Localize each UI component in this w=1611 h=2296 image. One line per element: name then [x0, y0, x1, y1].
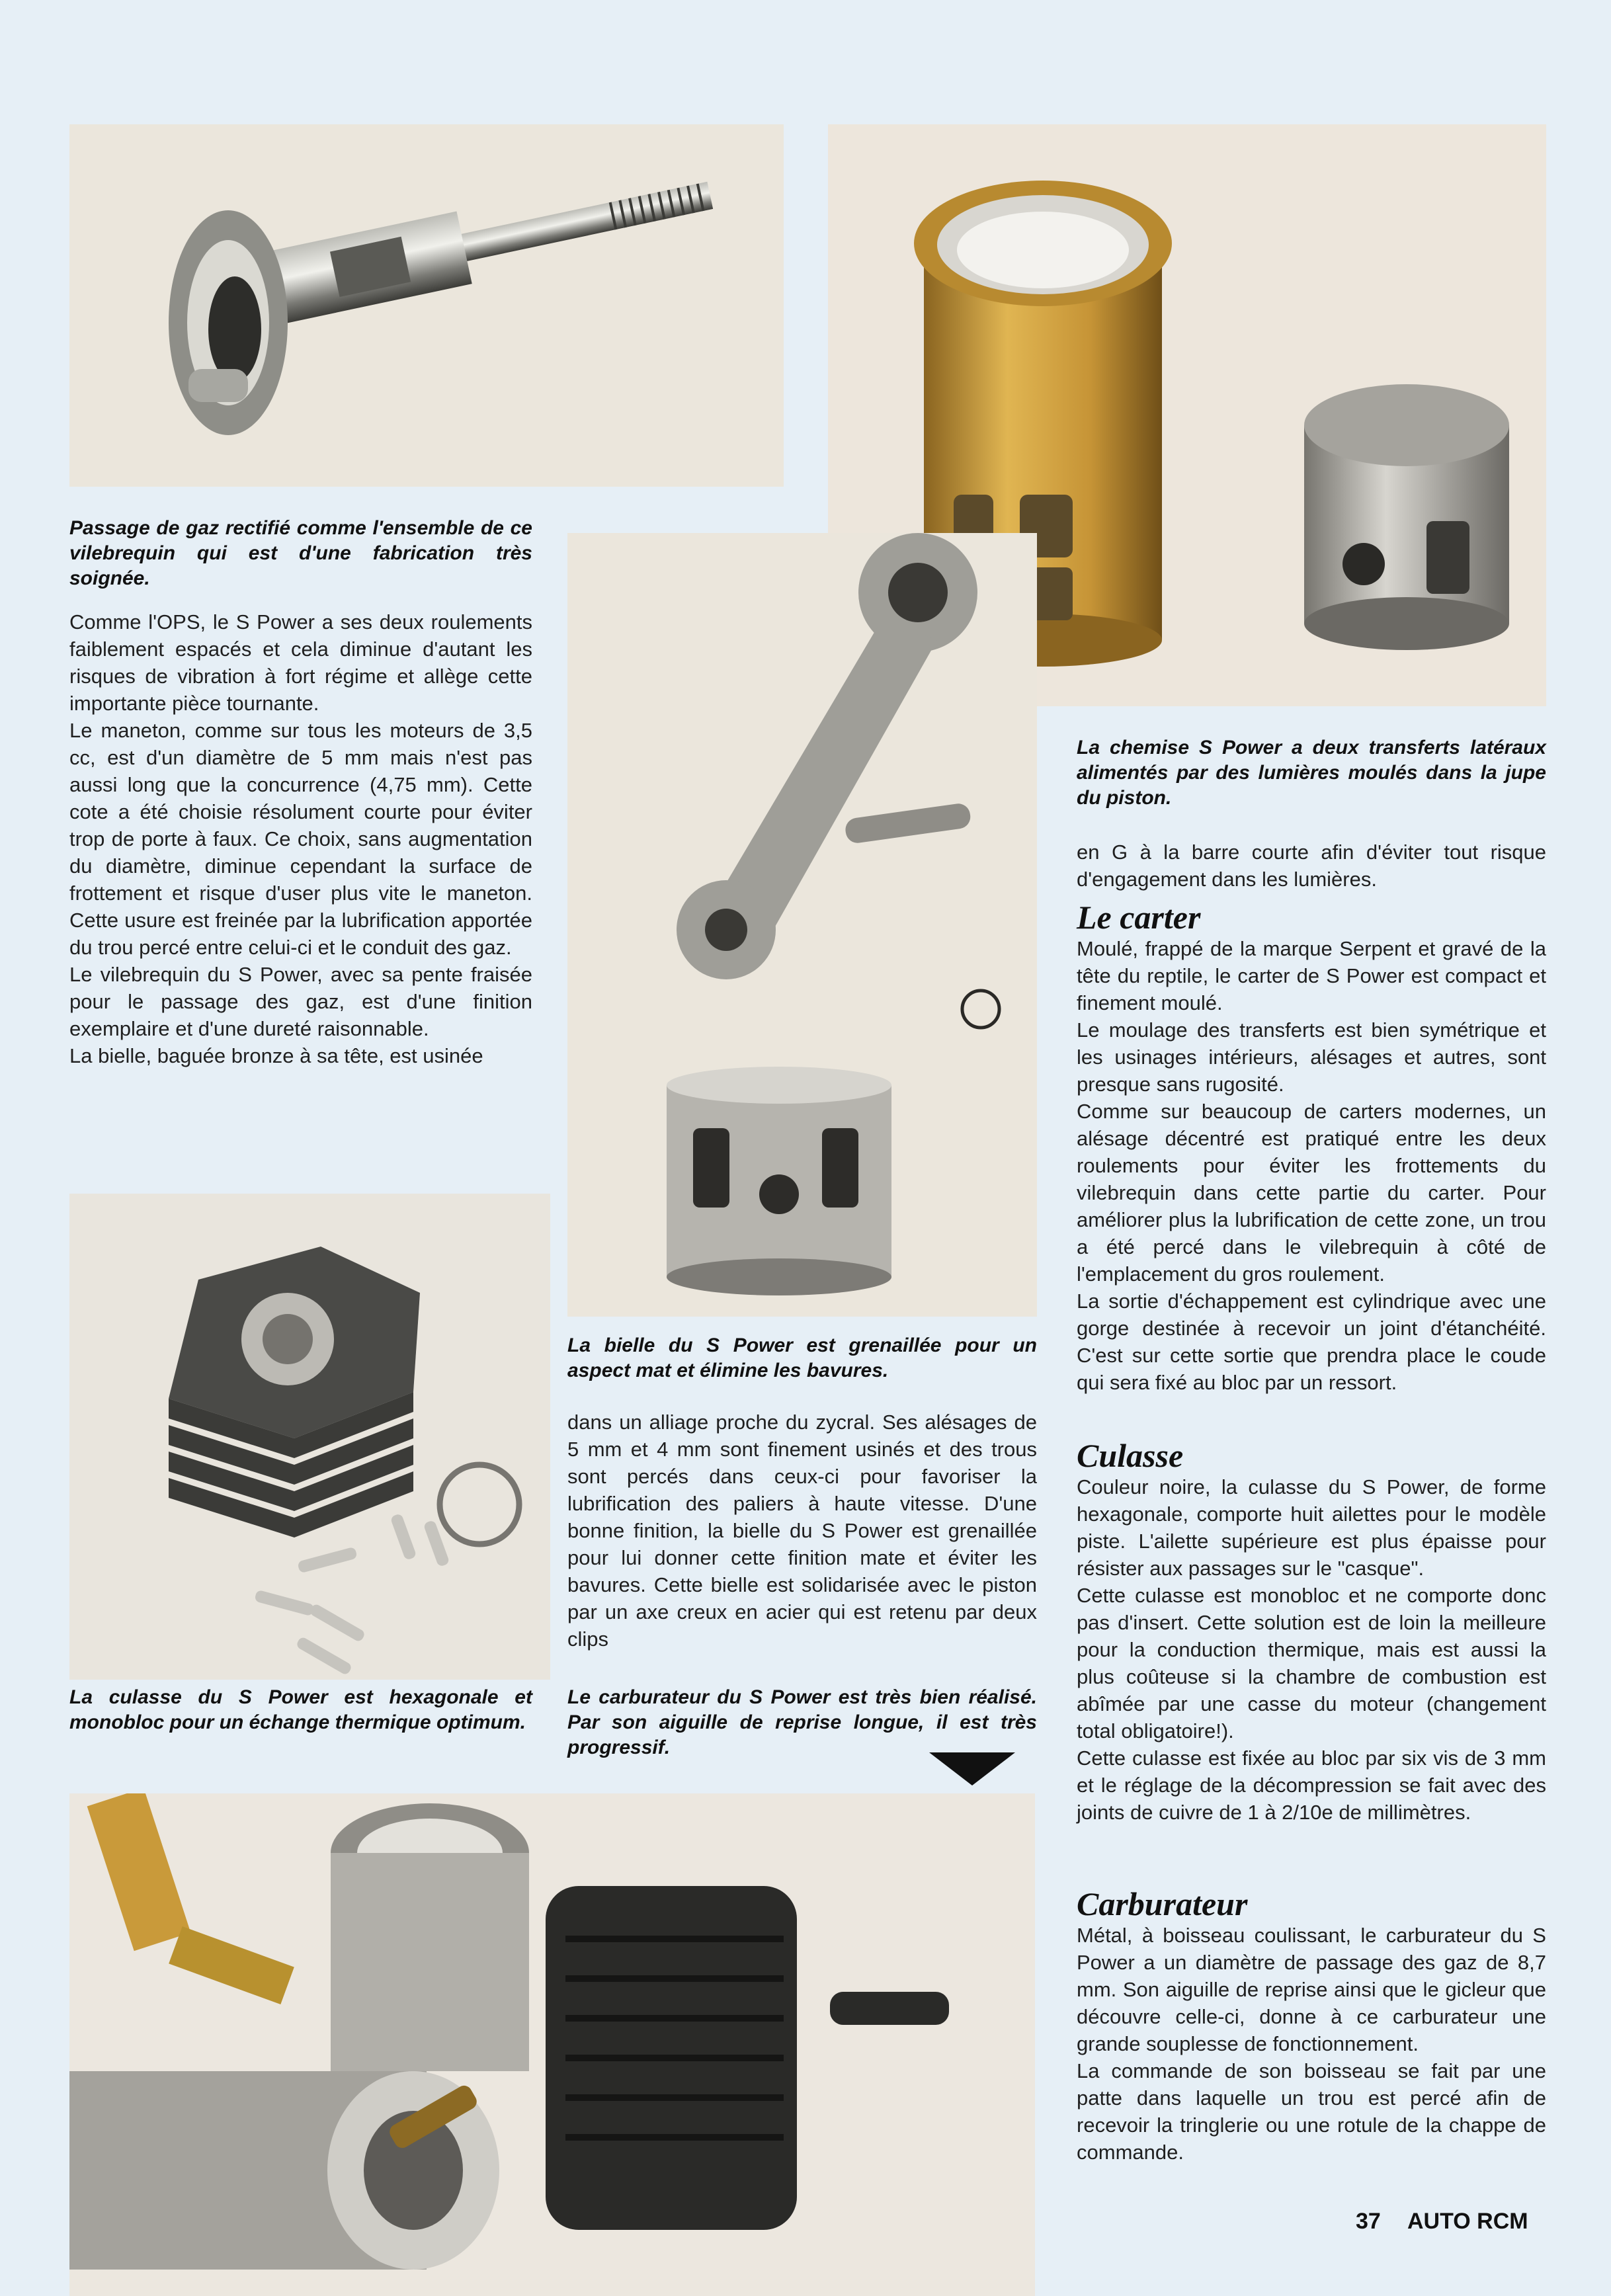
paragraph: Cette culasse est monobloc et ne comporte donc pas d'insert. Cette solution est de loin la meilleure pour la conduction thermique, mais est aussi la plus coûteuse si la chambre de combustion est abîmée par une casse du moteur (changement total obligatoire!).: [1077, 1584, 1546, 1742]
carburettor-photo: [69, 1793, 1035, 2296]
cylinder-head-caption: La culasse du S Power est hexagonale et monobloc pour un échange thermique optimum.: [69, 1686, 532, 1733]
paragraph: Comme l'OPS, le S Power a ses deux roulements faiblement espacés et cela diminue d'autant les risques de vibration à fort régime et allège cette importante pièce tournante.: [69, 610, 532, 715]
conrod-caption: La bielle du S Power est grenaillée pour un aspect mat et élimine les bavures.: [567, 1334, 1037, 1381]
paragraph: dans un alliage proche du zycral. Ses alésages de 5 mm et 4 mm sont finement usinés et des trous sont percés dans ceux-ci pour favoriser la lubrification des paliers à haute vitesse. D'une bonne finition, la bielle du S Power est grenaillée pour lui donner cette finition mate et éviter les bavures. Cette bielle est solidarisée avec le piston par un axe creux en acier qui est retenu par deux clips: [567, 1411, 1037, 1651]
crankshaft-photo: [69, 124, 784, 487]
page-number: 37: [1356, 2209, 1381, 2234]
paragraph: La commande de son boisseau se fait par une patte dans laquelle un trou est percé afin de recevoir la tringlerie ou une rotule de la chappe de commande.: [1077, 2059, 1546, 2164]
paragraph: La bielle, baguée bronze à sa tête, est usinée: [69, 1044, 483, 1067]
liner-caption: La chemise S Power a deux transferts latéraux alimentés par des lumières moulés dans la jupe du piston.: [1077, 737, 1546, 809]
carburateur-section-text: [1077, 1922, 1546, 2166]
magazine-name: AUTO RCM: [1407, 2209, 1528, 2234]
paragraph: Le vilebrequin du S Power, avec sa pente fraisée pour le passage des gaz, est d'une finition exemplaire et d'une dureté raisonnable.: [69, 963, 532, 1040]
paragraph: Moulé, frappé de la marque Serpent et gravé de la tête du reptile, le carter de S Power est compact et finement moulé.: [1077, 937, 1546, 1014]
paragraph: Métal, à boisseau coulissant, le carburateur du S Power a un diamètre de passage des gaz de 8,7 mm. Son aiguille de reprise ainsi que le gicleur que découvre celle-ci, donne à ce carburateur une grande souplesse de fonctionnement.: [1077, 1924, 1546, 2055]
continue-arrow-icon: [929, 1752, 1015, 1785]
paragraph: Couleur noire, la culasse du S Power, de forme hexagonale, comporte huit ailettes pour le modèle piste. L'ailette supérieure est plus épaisse pour résister aux passages sur le "casque".: [1077, 1475, 1546, 1580]
column-1-text: [69, 608, 532, 1069]
carter-section-text: [1077, 935, 1546, 1396]
paragraph: Le moulage des transferts est bien symétrique et les usinages intérieurs, alésages et autres, sont presque sans rugosité.: [1077, 1018, 1546, 1096]
paragraph: La sortie d'échappement est cylindrique avec une gorge destinée à recevoir un joint d'étanchéité. C'est sur cette sortie que prendra place le coude qui sera fixé au bloc par un ressort.: [1077, 1290, 1546, 1394]
paragraph: Le maneton, comme sur tous les moteurs de 3,5 cc, est d'un diamètre de 5 mm mais n'est pas aussi long que la concurrence (4,75 mm). Cette cote a été choisie résolument courte pour éviter trop de porte à faux. Ce choix, sans augmentation du diamètre, diminue cependant la surface de frottement et risque d'user plus vite le maneton. Cette usure est freinée par la lubrification apportée du trou percé entre celui-ci et le conduit des gaz.: [69, 719, 532, 959]
conrod-photo: [567, 533, 1037, 1317]
paragraph: Cette culasse est fixée au bloc par six vis de 3 mm et le réglage de la décompression se fait avec des joints de cuivre de 1 à 2/10e de millimètres.: [1077, 1746, 1546, 1824]
crankshaft-caption: Passage de gaz rectifié comme l'ensemble de ce vilebrequin qui est d'une fabrication très soignée.: [69, 517, 532, 589]
section-heading-culasse: Culasse: [1077, 1437, 1184, 1474]
column-3-intro: [1077, 839, 1546, 893]
culasse-section-text: [1077, 1473, 1546, 1826]
section-heading-carter: Le carter: [1077, 899, 1201, 936]
carburettor-caption: Le carburateur du S Power est très bien réalisé. Par son aiguille de reprise longue, il est très progressif.: [567, 1686, 1037, 1758]
column-2-text: [567, 1409, 1037, 1653]
paragraph: en G à la barre courte afin d'éviter tout risque d'engagement dans les lumières.: [1077, 840, 1546, 891]
cylinder-head-photo: [69, 1194, 550, 1680]
section-heading-carburateur: Carburateur: [1077, 1885, 1248, 1922]
paragraph: Comme sur beaucoup de carters modernes, un alésage décentré est pratiqué entre les deux roulements pour éviter les frottements du vilebrequin dans cette partie du carter. Pour améliorer plus la lubrification de cette zone, un trou a été percé dans le vilebrequin à côté de l'emplacement du gros roulement.: [1077, 1100, 1546, 1286]
